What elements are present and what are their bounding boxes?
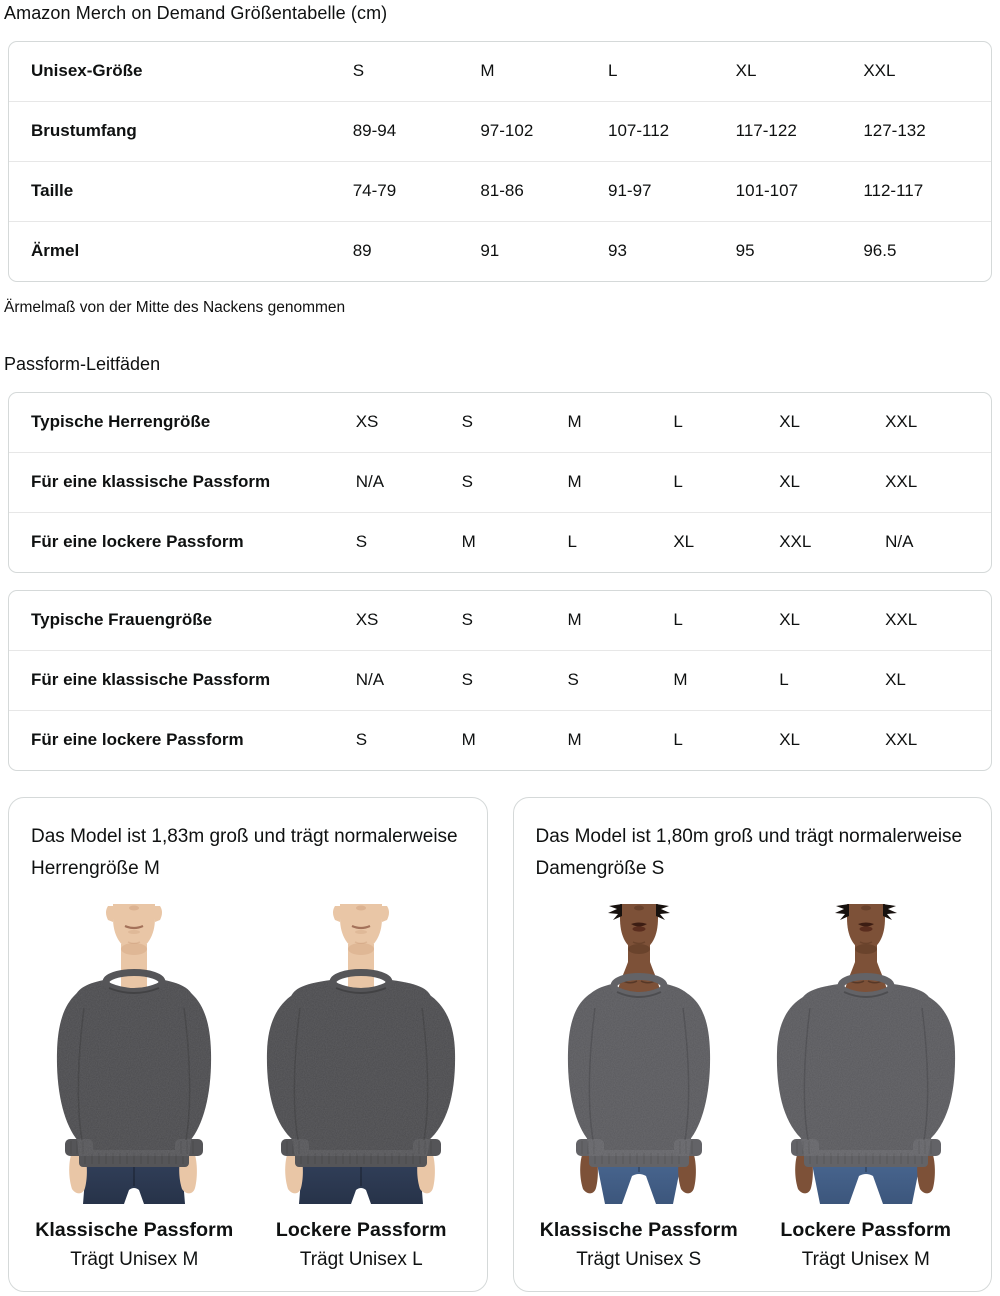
- size-value-cell: L: [673, 610, 683, 629]
- size-value-cell: XXL: [885, 452, 991, 512]
- worn-size-label: Trägt Unisex M: [70, 1249, 199, 1270]
- model-photo-male-classic: [23, 904, 245, 1204]
- row-label: Für eine klassische Passform: [9, 452, 356, 512]
- fit-guides-heading: Passform-Leitfäden: [4, 354, 161, 374]
- size-value-cell: XL: [779, 610, 800, 629]
- size-value-cell: 112-117: [863, 161, 991, 221]
- womens-model-figures: [528, 904, 978, 1271]
- womens-fit-table: [8, 590, 992, 771]
- page-title: Amazon Merch on Demand Größentabelle (cm): [4, 3, 388, 23]
- size-value-cell: S: [462, 452, 568, 512]
- row-label: Taille: [9, 161, 353, 221]
- model-photo-female-loose: [755, 904, 977, 1204]
- model-figure: [23, 904, 246, 1271]
- model-photo-male-loose: [250, 904, 472, 1204]
- size-value-cell: XL: [779, 412, 800, 431]
- size-value-cell: M: [462, 512, 568, 572]
- size-value-cell: 95: [736, 221, 864, 281]
- size-value-cell: L: [673, 412, 683, 431]
- size-value-cell: 101-107: [736, 161, 864, 221]
- womens-fit-table-body: [9, 591, 991, 770]
- size-value-cell: L: [779, 650, 885, 710]
- model-figure: [250, 904, 473, 1271]
- table-row: [9, 591, 991, 650]
- fit-label: Klassische Passform: [35, 1219, 234, 1241]
- size-value-cell: L: [608, 61, 618, 80]
- size-value-cell: M: [480, 61, 495, 80]
- unisex-size-table-body: [9, 42, 991, 281]
- row-label: Ärmel: [9, 221, 353, 281]
- model-photo-female-classic: [528, 904, 750, 1204]
- size-value-cell: S: [461, 610, 473, 629]
- size-value-cell: S: [462, 650, 568, 710]
- size-value-cell: XS: [355, 610, 379, 629]
- table-row: [9, 452, 991, 512]
- size-value-cell: S: [461, 412, 473, 431]
- size-value-cell: L: [673, 452, 779, 512]
- size-value-cell: XXL: [885, 610, 918, 629]
- size-value-cell: L: [673, 710, 779, 770]
- size-value-cell: 97-102: [480, 101, 608, 161]
- size-value-cell: M: [567, 610, 582, 629]
- size-value-cell: N/A: [885, 512, 991, 572]
- sleeve-measure-footnote: Ärmelmaß von der Mitte des Nackens genommen: [4, 299, 346, 316]
- mens-model-figures: [23, 904, 473, 1271]
- size-value-cell: M: [567, 412, 582, 431]
- mens-model-card: [8, 797, 488, 1292]
- table-row: [9, 101, 991, 161]
- row-label: Für eine klassische Passform: [9, 650, 356, 710]
- size-value-cell: S: [356, 710, 462, 770]
- size-value-cell: M: [462, 710, 568, 770]
- mens-fit-table: [8, 392, 992, 573]
- mens-model-description: Das Model ist 1,83m groß und trägt normalerweise Herrengröße M: [31, 826, 458, 879]
- size-value-cell: L: [567, 512, 673, 572]
- size-value-cell: XXL: [885, 412, 918, 431]
- worn-size-label: Trägt Unisex M: [801, 1249, 930, 1270]
- size-value-cell: N/A: [356, 650, 462, 710]
- size-value-cell: XXL: [779, 512, 885, 572]
- size-value-cell: S: [352, 61, 365, 80]
- row-label: Typische Frauengröße: [31, 610, 213, 629]
- size-value-cell: XL: [779, 452, 885, 512]
- table-row: [9, 512, 991, 572]
- size-value-cell: 81-86: [480, 161, 608, 221]
- size-value-cell: S: [356, 512, 462, 572]
- size-value-cell: S: [567, 650, 673, 710]
- table-row: [9, 393, 991, 452]
- worn-size-label: Trägt Unisex S: [576, 1249, 702, 1270]
- size-value-cell: 74-79: [353, 161, 481, 221]
- size-value-cell: 91: [480, 221, 608, 281]
- size-value-cell: XL: [735, 61, 757, 80]
- mens-fit-table-body: [9, 393, 991, 572]
- size-value-cell: XL: [885, 650, 991, 710]
- fit-label: Klassische Passform: [539, 1219, 738, 1241]
- size-value-cell: 93: [608, 221, 736, 281]
- row-label: Für eine lockere Passform: [9, 512, 356, 572]
- row-label: Typische Herrengröße: [31, 412, 211, 431]
- fit-label: Lockere Passform: [275, 1219, 447, 1241]
- size-value-cell: 91-97: [608, 161, 736, 221]
- table-row: [9, 710, 991, 770]
- worn-size-label: Trägt Unisex L: [299, 1249, 423, 1270]
- womens-model-description: Das Model ist 1,80m groß und trägt normalerweise Damengröße S: [535, 826, 963, 879]
- size-value-cell: 107-112: [608, 101, 736, 161]
- size-value-cell: M: [567, 452, 673, 512]
- table-row: [9, 221, 991, 281]
- size-value-cell: M: [567, 710, 673, 770]
- size-value-cell: XS: [355, 412, 379, 431]
- size-value-cell: 96.5: [863, 221, 991, 281]
- table-row: [9, 42, 991, 101]
- size-value-cell: XL: [779, 710, 885, 770]
- row-label: Unisex-Größe: [31, 61, 143, 80]
- size-value-cell: 89: [353, 221, 481, 281]
- table-row: [9, 161, 991, 221]
- row-label: Brustumfang: [9, 101, 353, 161]
- unisex-size-table: [8, 41, 992, 282]
- size-value-cell: 117-122: [736, 101, 864, 161]
- table-row: [9, 650, 991, 710]
- fit-label: Lockere Passform: [780, 1219, 952, 1241]
- size-value-cell: N/A: [356, 452, 462, 512]
- size-value-cell: 89-94: [353, 101, 481, 161]
- womens-model-card: [513, 797, 993, 1292]
- model-cards-row: [8, 797, 992, 1294]
- size-value-cell: M: [673, 650, 779, 710]
- model-figure: [755, 904, 978, 1271]
- model-figure: [528, 904, 751, 1271]
- size-value-cell: XXL: [863, 61, 896, 80]
- size-value-cell: XXL: [885, 710, 991, 770]
- size-value-cell: 127-132: [863, 101, 991, 161]
- size-value-cell: XL: [673, 512, 779, 572]
- row-label: Für eine lockere Passform: [9, 710, 356, 770]
